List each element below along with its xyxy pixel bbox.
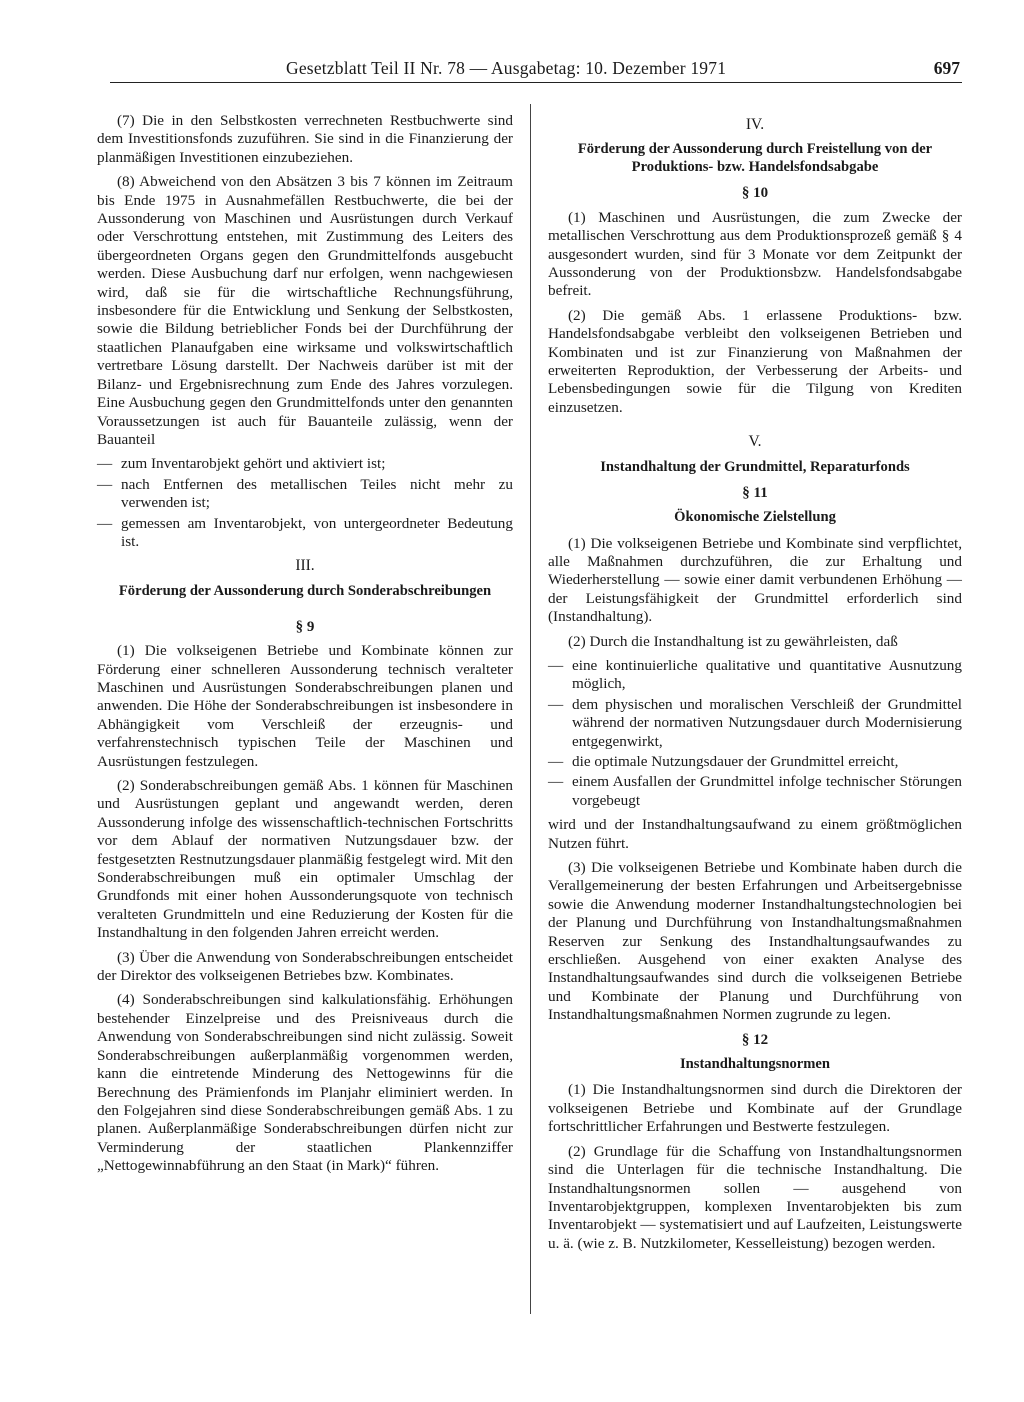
s9-subsection-1: (1) Die volkseigenen Betriebe und Kombinate können zur Förderung einer schnelleren Aussonderung technisch veralteter Maschinen und Ausrüstungen Sonderabschreibungen planen und anwenden. Die Höhe der Sonderabschreibungen ist insbesondere in Abhängigkeit vom Verschleiß der erzeugnis- und verfahrenstechnisch typischen Teile der Maschinen und Ausrüstungen festzulegen.: [97, 642, 513, 770]
s11-subsection-1: (1) Die volkseigenen Betriebe und Kombinate sind verpflichtet, alle Maßnahmen durchzuführen, die zur Erhaltung und Wiederherstellung — sowie einer damit verbundenen Erhöhung — der Leistungsfähigkeit der Grundmittel erforderlich sind (Instandhaltung).: [548, 534, 962, 626]
s11-subsection-3: (3) Die volkseigenen Betriebe und Kombinate haben durch die Verallgemeinerung der besten Erfahrungen und Arbeitsergebnisse sowie die Anwendung moderner Instandhaltungstechnologien bei der Planung und Durchführung von Instandhaltungsmaßnahmen Reserven zur Senkung des Instandhaltungsaufwandes zu erschließen. Ausgehend von einer exakten Analyse des Instandhaltungsaufwandes sind durch die volkseigenen Betriebe und Kombinate der Planung und Durchführung von Instandhaltungsmaßnahmen Normen zugrunde zu legen.: [548, 859, 962, 1024]
s11-subsection-2-outro: wird und der Instandhaltungsaufwand zu einem größtmöglichen Nutzen führt.: [548, 816, 962, 852]
section-number-iii: III.: [295, 557, 315, 575]
section-number-v: V.: [748, 433, 762, 451]
left-column: [97, 112, 513, 1182]
section-heading-v: Instandhaltung der Grundmittel, Reparaturfonds: [600, 458, 910, 475]
section-heading-iii: Förderung der Aussonderung durch Sonderabschreibungen: [118, 582, 492, 599]
paragraph-sign-11: § 11: [742, 484, 768, 501]
s12-subsection-1: (1) Die Instandhaltungsnormen sind durch die Direktoren der volkseigenen Betriebe und Kombinate auf der Grundlage fortschrittlicher Erfahrungen und Bestwerte festzulegen.: [548, 1081, 962, 1136]
section-number-iv: IV.: [745, 116, 765, 133]
s9-subsection-3: (3) Über die Anwendung von Sonderabschreibungen entscheidet der Direktor des volkseigenen Betriebes bzw. Kombinates.: [97, 948, 513, 985]
s9-subsection-4: (4) Sonderabschreibungen sind kalkulationsfähig. Erhöhungen bestehender Einzelpreise und des Preisniveaus durch die Anwendung von Sonderabschreibungen sind nicht zulässig. Soweit Sonderabschreibungen außerplanmäßig vorgenommen werden, kann die eintretende Minderung des Nettogewinns für die Berechnung des Prämienfonds im Planjahr eliminiert werden. In den Folgejahren sind diese Sonderabschreibungen gemäß Abs. 1 zu planen. Außerplanmäßige Sonderabschreibungen dürfen nicht zur Verminderung der staatlichen Plankennziffer „Nettogewinnabführung an den Staat (in Mark)“ führen.: [97, 991, 513, 1175]
list-item: — eine kontinuierliche qualitative und quantitative Ausnutzung möglich,: [548, 657, 962, 694]
instandhaltung-goals-list: [548, 657, 962, 810]
s10-subsection-1: (1) Maschinen und Ausrüstungen, die zum Zwecke der metallischen Verschrottung aus dem Produktionsprozeß gemäß § 4 ausgesondert wurden, sind für 3 Monate vor dem Zeitpunkt der Aussonderung von der Produktionsbzw. Handelsfondsabgabe befreit.: [548, 208, 962, 300]
section-heading-iv: Förderung der Aussonderung durch Freistellung von der Produktions- bzw. Handelsfondsabgabe: [577, 141, 933, 176]
paragraph-sign-10: § 10: [741, 185, 769, 202]
s11-subsection-2-intro: (2) Durch die Instandhaltung ist zu gewährleisten, daß: [568, 632, 898, 650]
list-item: — zum Inventarobjekt gehört und aktiviert ist;: [97, 455, 513, 473]
list-item: — die optimale Nutzungsdauer der Grundmittel erreicht,: [548, 753, 962, 771]
paragraph-sign-12: § 12: [741, 1031, 769, 1048]
list-item: — dem physischen und moralischen Verschleiß der Grundmittel während der normativen Nutzungsdauer durch Modernisierung entgegenwirkt,: [548, 696, 962, 751]
s12-subsection-2: (2) Grundlage für die Schaffung von Instandhaltungsnormen sind die Unterlagen für die technische Instandhaltung. Die Instandhaltungsnormen sollen — ausgehend von Inventarobjektgruppen, komplexen Inventarobjekten bis zum Inventarobjekt — systematisiert und auf Laufzeiten, Leistungswerte u. ä. (wie z. B. Nutzkilometer, Kesselleistung) bezogen werden.: [548, 1142, 962, 1252]
s10-subsection-2: (2) Die gemäß Abs. 1 erlassene Produktions- bzw. Handelsfondsabgabe verbleibt den volkseigenen Betrieben und Kombinaten und ist zur Finanzierung von Maßnahmen der erweiterten Reproduktion, der Verbesserung der Arbeits- und Lebensbedingungen sowie für die Tilgung von Krediten einzusetzen.: [548, 306, 962, 416]
paragraph-sign-9: § 9: [295, 618, 315, 635]
bauanteil-conditions-list: [97, 455, 513, 551]
paragraph-8: (8) Abweichend von den Absätzen 3 bis 7 können im Zeitraum bis Ende 1975 in Ausnahmefällen Restbuchwerte, die bei der Aussonderung von Maschinen und Ausrüstungen durch Verkauf oder Verschrottung entstehen, mit Zustimmung des Leiters des übergeordneten Organs gegen den Grundmittelfonds ausgebucht werden. Diese Ausbuchung darf nur erfolgen, wenn nachgewiesen wird, daß sie für die wirtschaftliche Rechnungsführung, insbesondere für die Entwicklung und Senkung der Selbstkosten, sowie die Bildung betrieblicher Fonds bei der Durchführung der staatlichen Planaufgaben eine wirksame und volkswirtschaftlich vertretbare Lösung darstellt. Der Nachweis darüber ist mit der Bilanz- und Ergebnisrechnung zum Ende des Jahres vorzulegen. Eine Ausbuchung gegen den Grundmittelfonds unter den genannten Voraussetzungen ist auch für Bauanteile zulässig, wenn der Bauanteil: [97, 173, 513, 448]
list-item: — gemessen am Inventarobjekt, von untergeordneter Bedeutung ist.: [97, 515, 513, 552]
header-rule: [110, 82, 962, 83]
list-item: — einem Ausfallen der Grundmittel infolge technischer Störungen vorgebeugt: [548, 773, 962, 810]
gazette-title: Gesetzblatt Teil II Nr. 78 — Ausgabetag: 10. Dezember 1971: [286, 58, 727, 78]
page-number: 697: [933, 58, 960, 78]
s12-title: Instandhaltungsnormen: [679, 1056, 831, 1073]
list-item: — nach Entfernen des metallischen Teiles nicht mehr zu verwenden ist;: [97, 476, 513, 513]
right-column: [548, 112, 962, 1259]
s9-subsection-2: (2) Sonderabschreibungen gemäß Abs. 1 können für Maschinen und Ausrüstungen geplant und angewandt werden, deren Aussonderung infolge des wissenschaftlich-technischen Fortschritts vor dem Ablauf der normativen Nutzungsdauer bzw. der festgesetzten Restnutzungsdauer planmäßig festgelegt wird. Mit den Sonderabschreibungen muß ein optimaler Umschlag der Grundfonds mit einer hohen Aussonderungsquote von technisch veralteten Grundmitteln und eine Reduzierung der Kosten für die Instandhaltung in den folgenden Jahren erreicht werden.: [97, 777, 513, 942]
s11-title: Ökonomische Zielstellung: [674, 509, 836, 526]
column-divider: [530, 104, 531, 1314]
paragraph-7: (7) Die in den Selbstkosten verrechneten Restbuchwerte sind dem Investitionsfonds zuzuführen. Sie sind in die Finanzierung der planmäßigen Investitionen einzubeziehen.: [97, 112, 513, 166]
